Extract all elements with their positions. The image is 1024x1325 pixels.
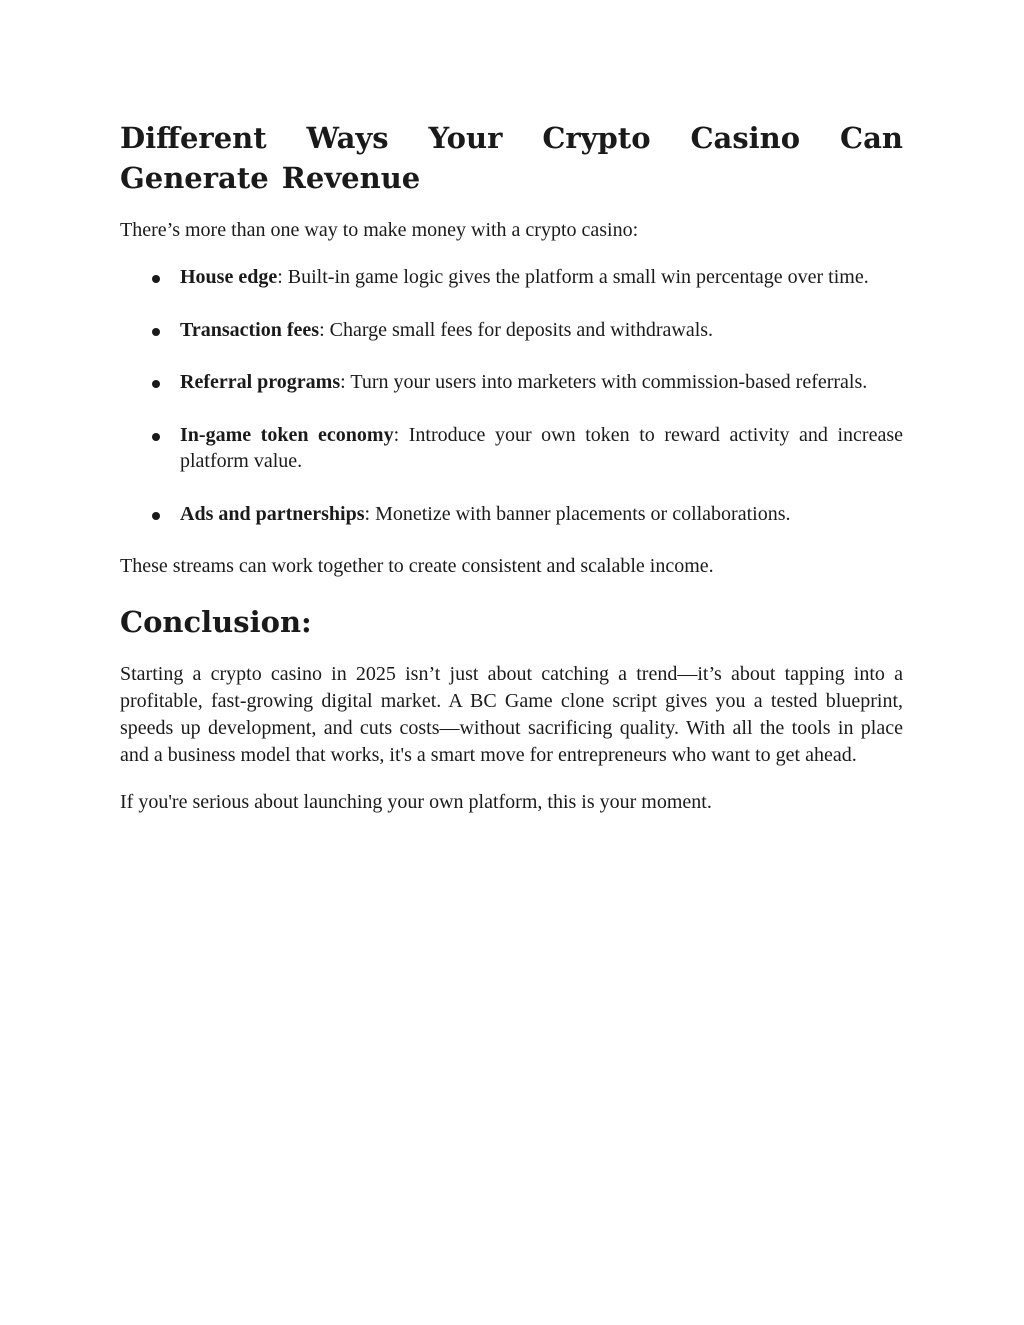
list-item-term: Referral programs <box>180 371 341 393</box>
bullet-icon <box>152 328 160 336</box>
revenue-heading: Different Ways Your Crypto Casino Can Generate Revenue <box>120 121 903 195</box>
revenue-summary: These streams can work together to create consistent and scalable income. <box>120 555 714 577</box>
list-item <box>120 501 903 528</box>
list-item-text: : Charge small fees for deposits and withdrawals. <box>319 318 714 341</box>
conclusion-heading: Conclusion: <box>120 605 312 639</box>
document-page <box>120 118 903 816</box>
list-item <box>120 264 903 291</box>
list-item <box>120 422 903 475</box>
list-item-text: : Turn your users into marketers with commission-based referrals. <box>340 371 868 393</box>
bullet-icon <box>152 512 160 520</box>
bullet-icon <box>152 433 160 441</box>
list-item-term: House edge <box>180 266 278 288</box>
bullet-icon <box>152 275 160 283</box>
conclusion-paragraph: Starting a crypto casino in 2025 isn’t just about catching a trend—it’s about tapping into a profitable, fast-growing digital market. A BC Game clone script gives you a tested blueprint, speeds up development, and cuts costs—without sacrificing quality. With all the tools in place and a business model that works, it's a smart move for entrepreneurs who want to get ahead. <box>120 663 903 766</box>
list-item-term: Ads and partnerships <box>180 502 365 525</box>
bullet-icon <box>152 380 160 388</box>
revenue-list <box>120 264 903 527</box>
list-item-text: : Introduce your own token to reward activity and increase platform value. <box>180 423 903 472</box>
list-item-text: : Built-in game logic gives the platform a small win percentage over time. <box>277 266 869 288</box>
closing-paragraph: If you're serious about launching your own platform, this is your moment. <box>120 791 712 813</box>
list-item-term: Transaction fees <box>180 318 320 341</box>
list-item-term: In-game token economy <box>180 423 394 446</box>
revenue-intro: There’s more than one way to make money with a crypto casino: <box>120 219 639 241</box>
list-item <box>120 369 903 396</box>
list-item <box>120 317 903 344</box>
list-item-text: : Monetize with banner placements or collaborations. <box>364 502 791 525</box>
